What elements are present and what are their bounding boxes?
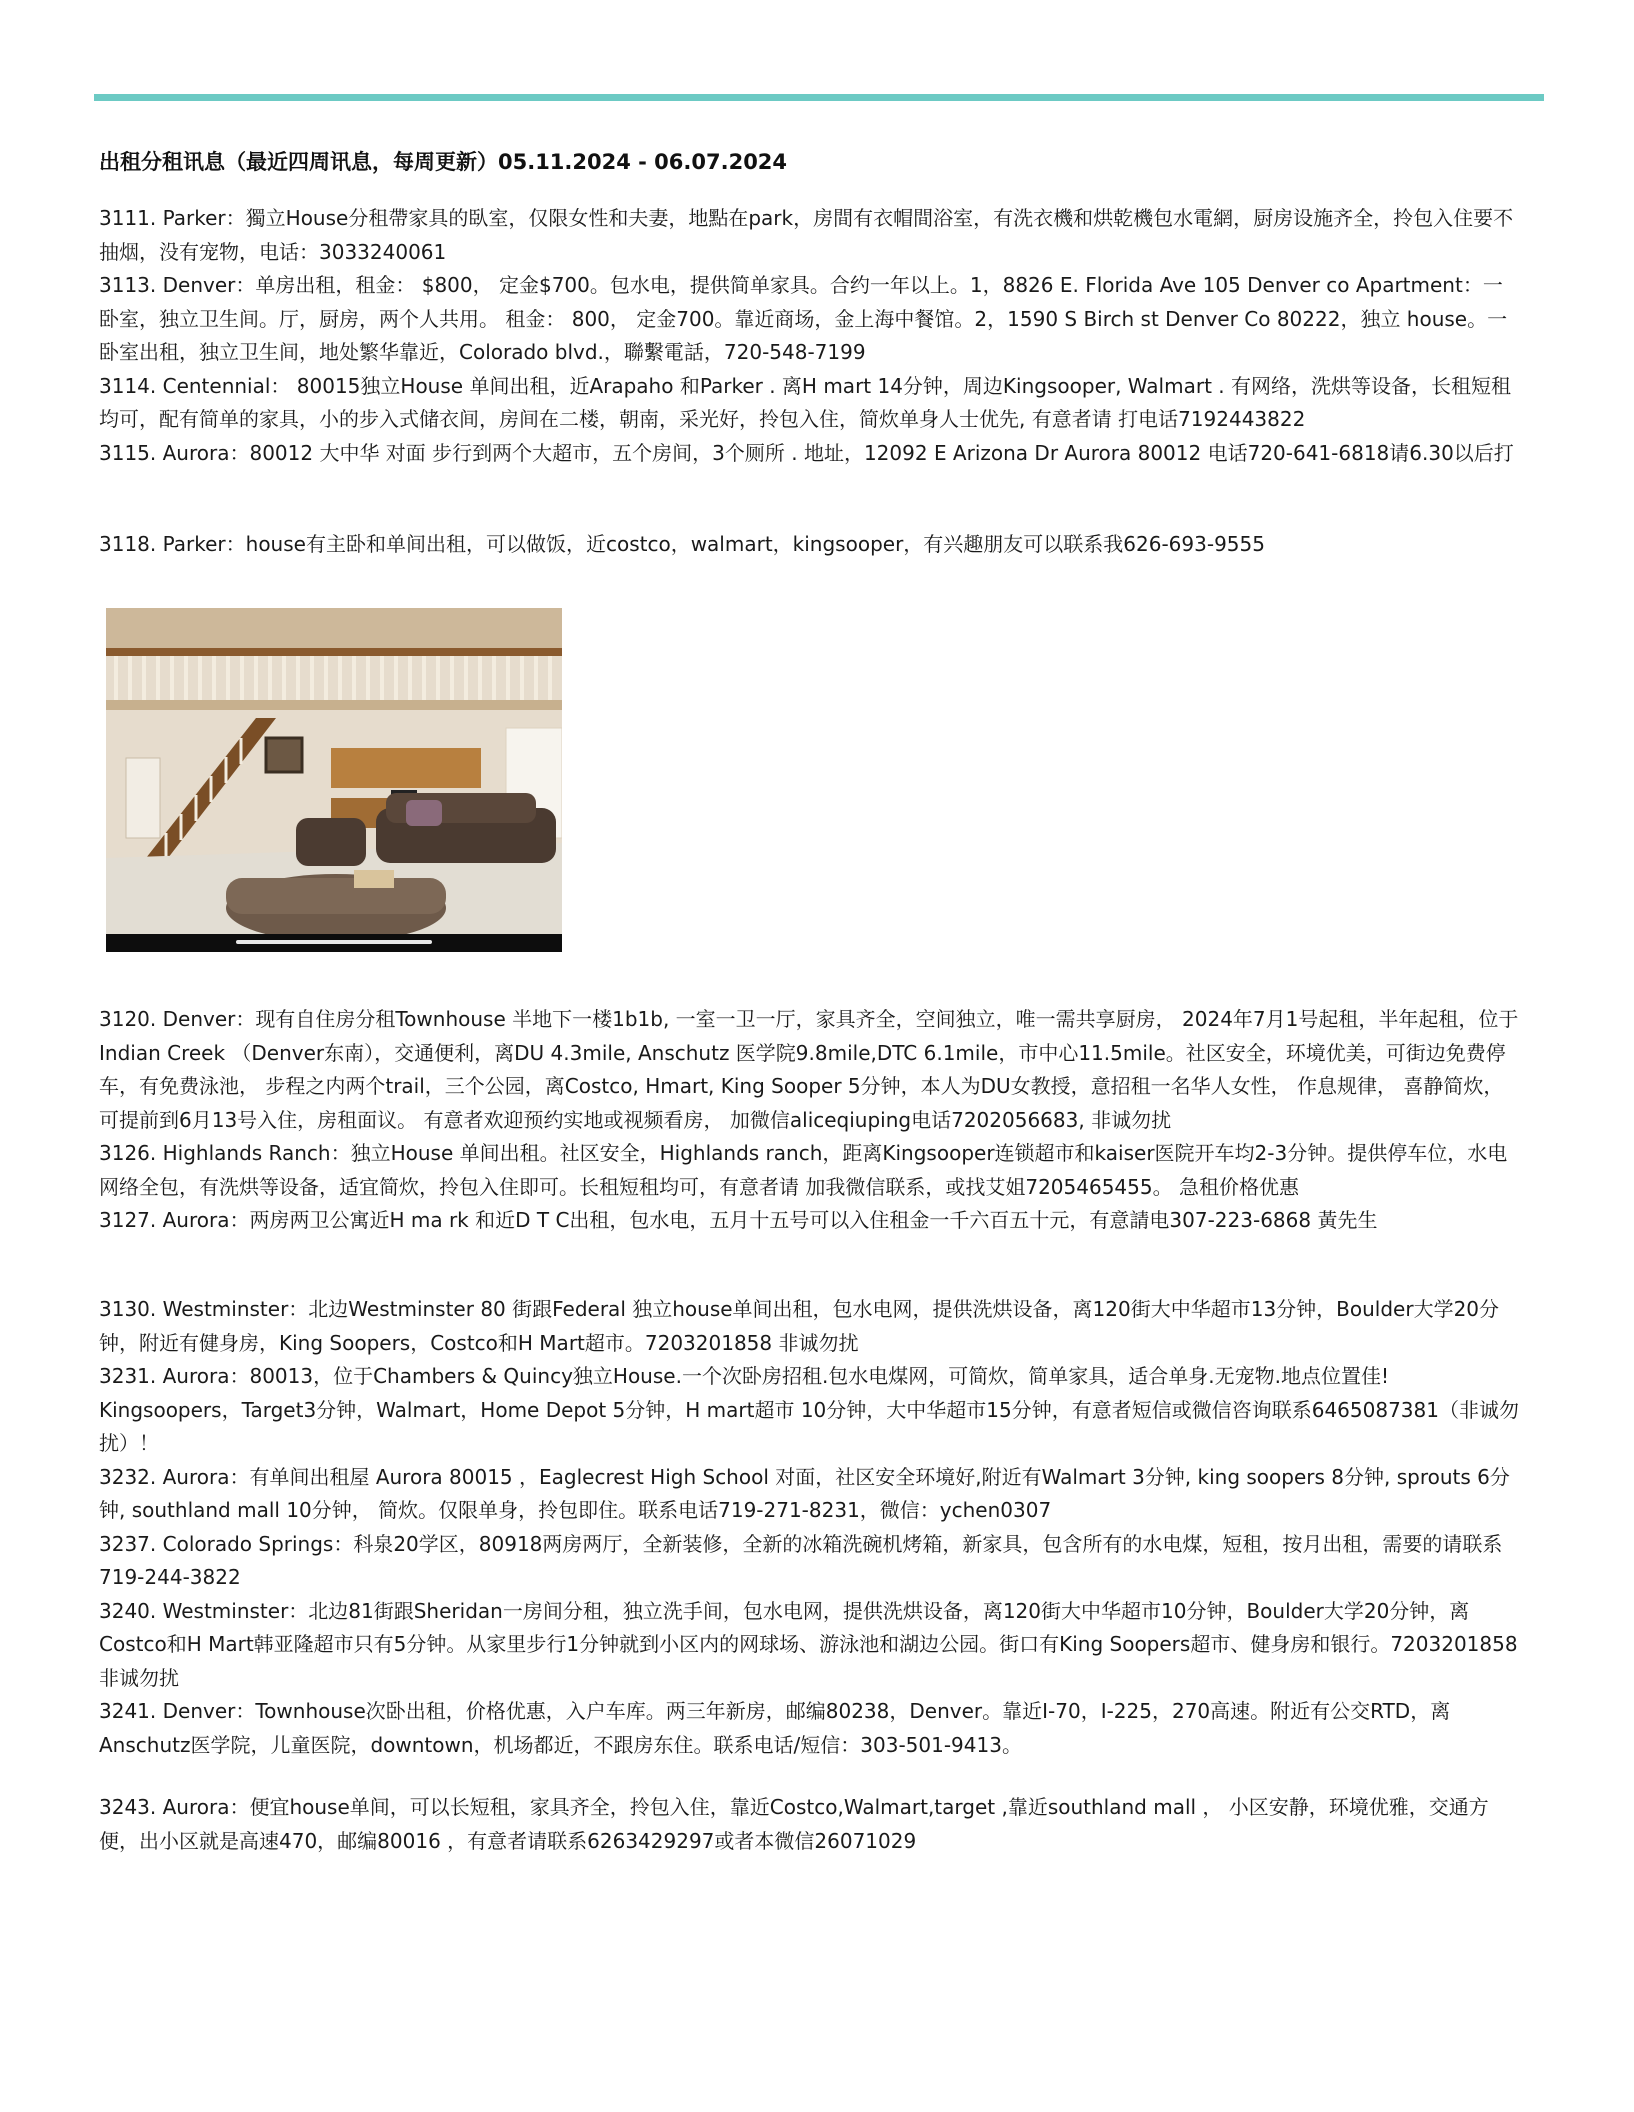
- listings-block-5: [99, 1791, 1519, 1858]
- listing-photo-living-room: [106, 608, 562, 952]
- listing-3243: 3243. Aurora：便宜house单间，可以长短租，家具齐全，拎包入住，靠近Costco,Walmart,target ,靠近southland mall ， 小区安静，环境优雅，交通方便，出小区就是高速470，邮编80016 ，有意者请联系6263429297或者本微信26071029: [99, 1795, 1489, 1853]
- listings-block-1: [99, 202, 1519, 470]
- listing-3111: 3111. Parker：獨立House分租帶家具的臥室，仅限女性和夫妻，地點在park，房間有衣帽間浴室，有洗衣機和烘乾機包水電網，厨房设施齐全，拎包入住要不抽烟，没有宠物，电话：3033240061: [99, 206, 1514, 264]
- listing-3240: 3240. Westminster：北边81街跟Sheridan一房间分租，独立洗手间，包水电网，提供洗烘设备，离120街大中华超市10分钟，Boulder大学20分钟，离Costco和H Mart韩亚隆超市只有5分钟。从家里步行1分钟就到小区内的网球场、游泳池和湖边公园。街口有King Soopers超市、健身房和银行。7203201858 非诚勿扰: [99, 1598, 1518, 1690]
- listing-3113: 3113. Denver：单房出租，租金： $800， 定金$700。包水电，提供简单家具。合约一年以上。1，8826 E. Florida Ave 105 Denver co Apartment：一卧室，独立卫生间。厅，厨房，两个人共用。 租金： 800， 定金700。靠近商场，金上海中餐馆。2，1590 S Birch st Denver Co 80222，独立 house。一卧室出租，独立卫生间，地处繁华靠近，Colorado blvd.，聯繫電話，720-548-7199: [99, 273, 1508, 364]
- listing-3118: 3118. Parker：house有主卧和单间出租，可以做饭，近costco，walmart，kingsooper，有兴趣朋友可以联系我626-693-9555: [99, 532, 1265, 556]
- listings-block-2: [99, 528, 1519, 562]
- listing-3120: 3120. Denver：现有自住房分租Townhouse 半地下一楼1b1b, 一室一卫一厅，家具齐全，空间独立，唯一需共享厨房， 2024年7月1号起租，半年起租，位于Indian Creek （Denver东南），交通便利，离DU 4.3mile, Anschutz 医学院9.8mile,DTC 6.1mile，市中心11.5mile。社区安全，环境优美，可街边免费停车，有免费泳池， 步程之内两个trail，三个公园，离Costco, Hmart, King Sooper 5分钟，本人为DU女教授，意招租一名华人女性， 作息规律， 喜静简炊，可提前到6月13号入住，房租面议。 有意者欢迎预约实地或视频看房， 加微信aliceqiuping电话7202056683, 非诚勿扰: [99, 1007, 1519, 1132]
- listing-3127: 3127. Aurora：两房两卫公寓近H ma rk 和近D T C出租，包水电，五月十五号可以入住租金一千六百五十元，有意請电307-223-6868 黃先生: [99, 1208, 1378, 1232]
- listing-3237: 3237. Colorado Springs：科泉20学区，80918两房两厅，全新装修，全新的冰箱洗碗机烤箱，新家具，包含所有的水电煤，短租，按月出租，需要的请联系719-244-3822: [99, 1531, 1503, 1589]
- page-title: 出租分租讯息（最近四周讯息，每周更新）05.11.2024 - 06.07.2024: [99, 150, 788, 174]
- listings-block-4: [99, 1293, 1519, 1762]
- listing-3130: 3130. Westminster：北边Westminster 80 街跟Federal 独立house单间出租，包水电网，提供洗烘设备，离120街大中华超市13分钟，Boulder大学20分钟，附近有健身房，King Soopers，Costco和H Mart超市。7203201858 非诚勿扰: [99, 1297, 1500, 1355]
- header-accent-rule: [94, 94, 1544, 101]
- listings-block-3: [99, 1003, 1519, 1238]
- listing-3241: 3241. Denver：Townhouse次卧出租，价格优惠，入户车库。两三年新房，邮编80238，Denver。靠近I-70，I-225，270高速。附近有公交RTD，离Anschutz医学院，儿童医院，downtown，机场都近，不跟房东住。联系电话/短信：303-501-9413。: [99, 1699, 1451, 1757]
- listing-3231: 3231. Aurora：80013，位于Chambers & Quincy独立House.一个次卧房招租.包水电煤网，可简炊，简单家具，适合单身.无宠物.地点位置佳! Kingsoopers，Target3分钟，Walmart，Home Depot 5分钟，H mart超市 10分钟，大中华超市15分钟，有意者短信或微信咨询联系6465087381（非诚勿扰）！: [99, 1364, 1519, 1455]
- listing-3114: 3114. Centennial： 80015独立House 单间出租，近Arapaho 和Parker . 离H mart 14分钟，周边Kingsooper, Walmart . 有网络，洗烘等设备，长租短租均可，配有简单的家具，小的步入式储衣间，房间在二楼，朝南，采光好，拎包入住，简炊单身人士优先, 有意者请 打电话7192443822: [99, 373, 1511, 431]
- listing-3232: 3232. Aurora：有单间出租屋 Aurora 80015 ，Eaglecrest High School 对面，社区安全环境好,附近有Walmart 3分钟, king soopers 8分钟, sprouts 6分钟, southland mall 10分钟， 简炊。仅限单身，拎包即住。联系电话719-271-8231，微信：ychen0307: [99, 1464, 1510, 1522]
- listing-3126: 3126. Highlands Ranch：独立House 单间出租。社区安全，Highlands ranch，距离Kingsooper连锁超市和kaiser医院开车均2-3分钟。提供停车位，水电网络全包，有洗烘等设备，适宜简炊，拎包入住即可。长租短租均可，有意者请 加我微信联系，或找艾姐7205465455。 急租价格优惠: [99, 1141, 1508, 1199]
- listing-3115: 3115. Aurora：80012 大中华 对面 步行到两个大超市，五个房间，3个厕所 . 地址，12092 E Arizona Dr Aurora 80012 电话720-641-6818请6.30以后打: [99, 440, 1514, 465]
